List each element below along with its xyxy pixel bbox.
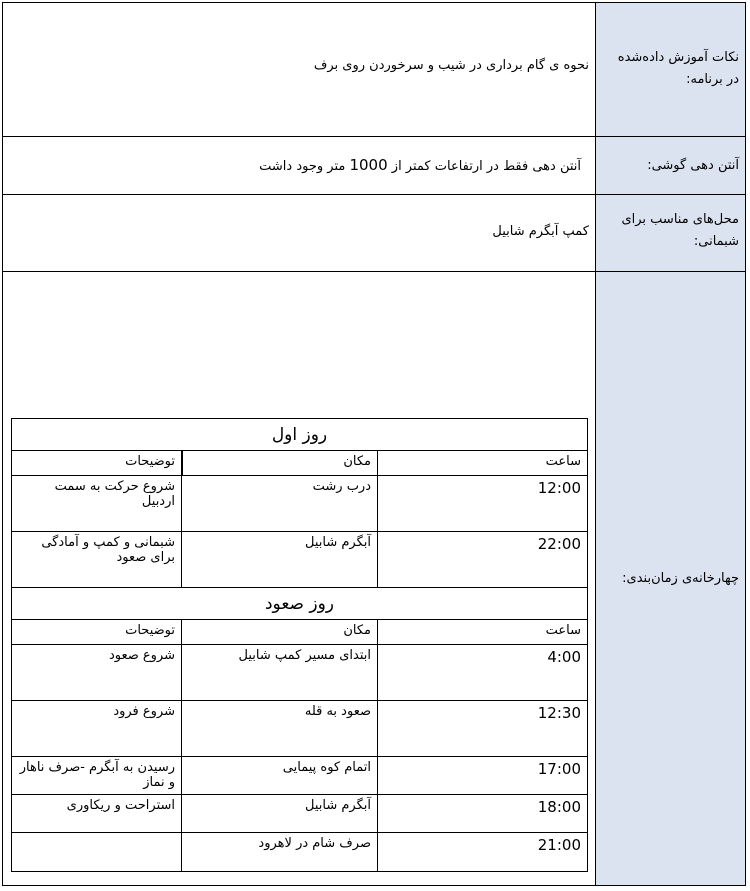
antenna-text-post: متر وجود داشت (259, 159, 350, 174)
table-row (12, 833, 587, 871)
time-cell: 21:00 (537, 836, 581, 854)
antenna-row (3, 137, 745, 195)
table-row (12, 532, 587, 588)
desc-cell: شروع حرکت به سمت اردبیل (12, 476, 182, 531)
camp-label: محل‌های مناسب برای شبمانی: (595, 195, 745, 271)
desc-cell: شروع فرود (12, 701, 182, 756)
schedule-table (11, 418, 588, 872)
table-row (12, 701, 587, 757)
time-cell: 22:00 (537, 535, 581, 553)
time-cell: 17:00 (537, 760, 581, 778)
training-notes-label: نکات آموزش داده‌شده در برنامه: (595, 3, 745, 136)
place-column-header: مکان (182, 451, 378, 475)
schedule-row (3, 272, 745, 885)
desc-cell (12, 833, 182, 871)
place-cell: درب رشت (182, 476, 378, 531)
day1-title: روز اول (12, 419, 587, 451)
time-cell: 12:00 (537, 479, 581, 497)
time-column-header: ساعت (545, 454, 581, 469)
desc-column-header: توضیحات (12, 620, 182, 644)
desc-cell: شبمانی و کمپ و آمادگی برای صعود (12, 532, 182, 587)
place-cell: صرف شام در لاهرود (182, 833, 378, 871)
camp-value: کمپ آبگرم شابیل (492, 224, 589, 239)
place-cell: صعود به قله (182, 701, 378, 756)
antenna-altitude-number: 1000 (349, 156, 388, 174)
place-cell: آبگرم شابیل (182, 532, 378, 587)
time-cell: 18:00 (537, 798, 581, 816)
antenna-text-pre: آنتن دهی فقط در ارتفاعات کمتر از (387, 159, 581, 174)
place-cell: ابتدای مسیر کمپ شابیل (182, 645, 378, 700)
antenna-value (3, 137, 595, 194)
time-column-header: ساعت (545, 623, 581, 638)
desc-cell: شروع صعود (12, 645, 182, 700)
time-cell: 12:30 (537, 704, 581, 722)
table-row (12, 476, 587, 532)
day2-column-headers (12, 620, 587, 645)
desc-cell: استراحت و ریکاوری (12, 795, 182, 832)
time-cell: 4:00 (547, 648, 581, 666)
training-notes-row (3, 3, 745, 137)
place-cell: آبگرم شابیل (182, 795, 378, 832)
table-row (12, 645, 587, 701)
day1-column-headers (12, 451, 587, 476)
report-form (2, 2, 746, 886)
desc-cell: رسیدن به آبگرم -صرف ناهار و نماز (12, 757, 182, 794)
training-notes-value: نحوه ی گام برداری در شیب و سرخوردن روی برف (313, 58, 589, 73)
place-column-header: مکان (182, 620, 378, 644)
antenna-label: آنتن دهی گوشی: (595, 137, 745, 194)
camp-row (3, 195, 745, 272)
schedule-label: چهارخانه‌ی زمان‌بندی: (595, 272, 745, 885)
place-cell: اتمام کوه پیمایی (182, 757, 378, 794)
table-row (12, 795, 587, 833)
desc-column-header: توضیحات (12, 451, 182, 475)
day2-title: روز صعود (12, 588, 587, 620)
table-row (12, 757, 587, 795)
